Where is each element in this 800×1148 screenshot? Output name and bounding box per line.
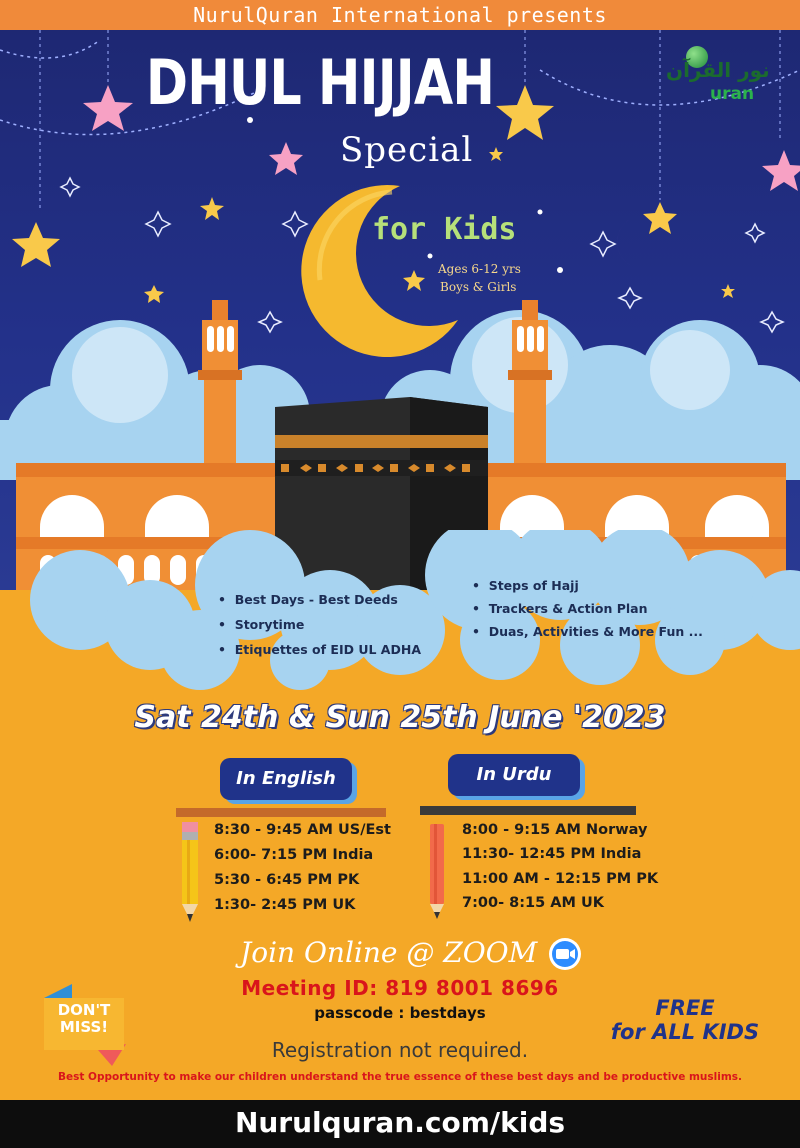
feature-item: • Etiquettes of EID UL ADHA xyxy=(218,642,421,657)
passcode: passcode : bestdays xyxy=(314,1004,486,1022)
english-time-us: 8:30 - 9:45 AM US/Est xyxy=(214,822,391,838)
feature-item: • Storytime xyxy=(218,617,305,632)
english-time-pk: 5:30 - 6:45 PM PK xyxy=(214,872,360,888)
opportunity-note: Best Opportunity to make our children understand the true essence of these best days and be productive muslims. xyxy=(57,1071,743,1083)
yellow-pencil-icon xyxy=(180,822,200,924)
zoom-icon[interactable] xyxy=(548,937,582,971)
urdu-session-button[interactable]: In Urdu xyxy=(448,754,580,796)
urdu-time-india: 11:30- 12:45 PM India xyxy=(462,846,642,862)
meeting-id: Meeting ID: 819 8001 8696 xyxy=(241,976,559,1000)
urdu-time-pk: 11:00 AM - 12:15 PM PK xyxy=(462,871,659,887)
event-date: Sat 24th & Sun 25th June '2023 xyxy=(134,700,666,735)
features-left-list xyxy=(218,592,421,657)
feature-item: • Trackers & Action Plan xyxy=(472,601,648,616)
urdu-divider xyxy=(420,806,636,815)
english-time-uk: 1:30- 2:45 PM UK xyxy=(214,897,356,913)
gender-label: Boys & Girls xyxy=(440,280,517,294)
ages-label: Ages 6-12 yrs xyxy=(438,262,521,276)
event-subtitle: Special xyxy=(340,130,474,170)
join-online-label: Join Online @ ZOOM xyxy=(240,936,538,969)
urdu-time-norway: 8:00 - 9:15 AM Norway xyxy=(462,822,648,838)
english-divider xyxy=(176,808,386,817)
red-pencil-icon xyxy=(428,824,446,920)
free-for-kids: FREE for ALL KIDS xyxy=(610,996,760,1044)
feature-item: • Duas, Activities & More Fun ... xyxy=(472,624,703,639)
english-session-button[interactable]: In English xyxy=(220,758,352,800)
dont-miss-text: DON'T MISS! xyxy=(57,1001,111,1036)
english-time-india: 6:00- 7:15 PM India xyxy=(214,847,374,863)
feature-item: • Steps of Hajj xyxy=(472,578,579,593)
feature-item: • Best Days - Best Deeds xyxy=(218,592,398,607)
logo-arabic-text: نور القرآن xyxy=(666,58,770,82)
urdu-time-uk: 7:00- 8:15 AM UK xyxy=(462,895,604,911)
features-right-list xyxy=(472,578,703,639)
logo-latin-text: uran xyxy=(710,84,755,104)
event-title: DHUL HIJJAH xyxy=(145,46,495,119)
audience-label: for Kids xyxy=(372,212,517,247)
website-link[interactable]: Nurulquran.com/kids xyxy=(0,1100,800,1148)
registration-note: Registration not required. xyxy=(271,1038,529,1062)
top-banner: NurulQuran International presents xyxy=(0,0,800,30)
